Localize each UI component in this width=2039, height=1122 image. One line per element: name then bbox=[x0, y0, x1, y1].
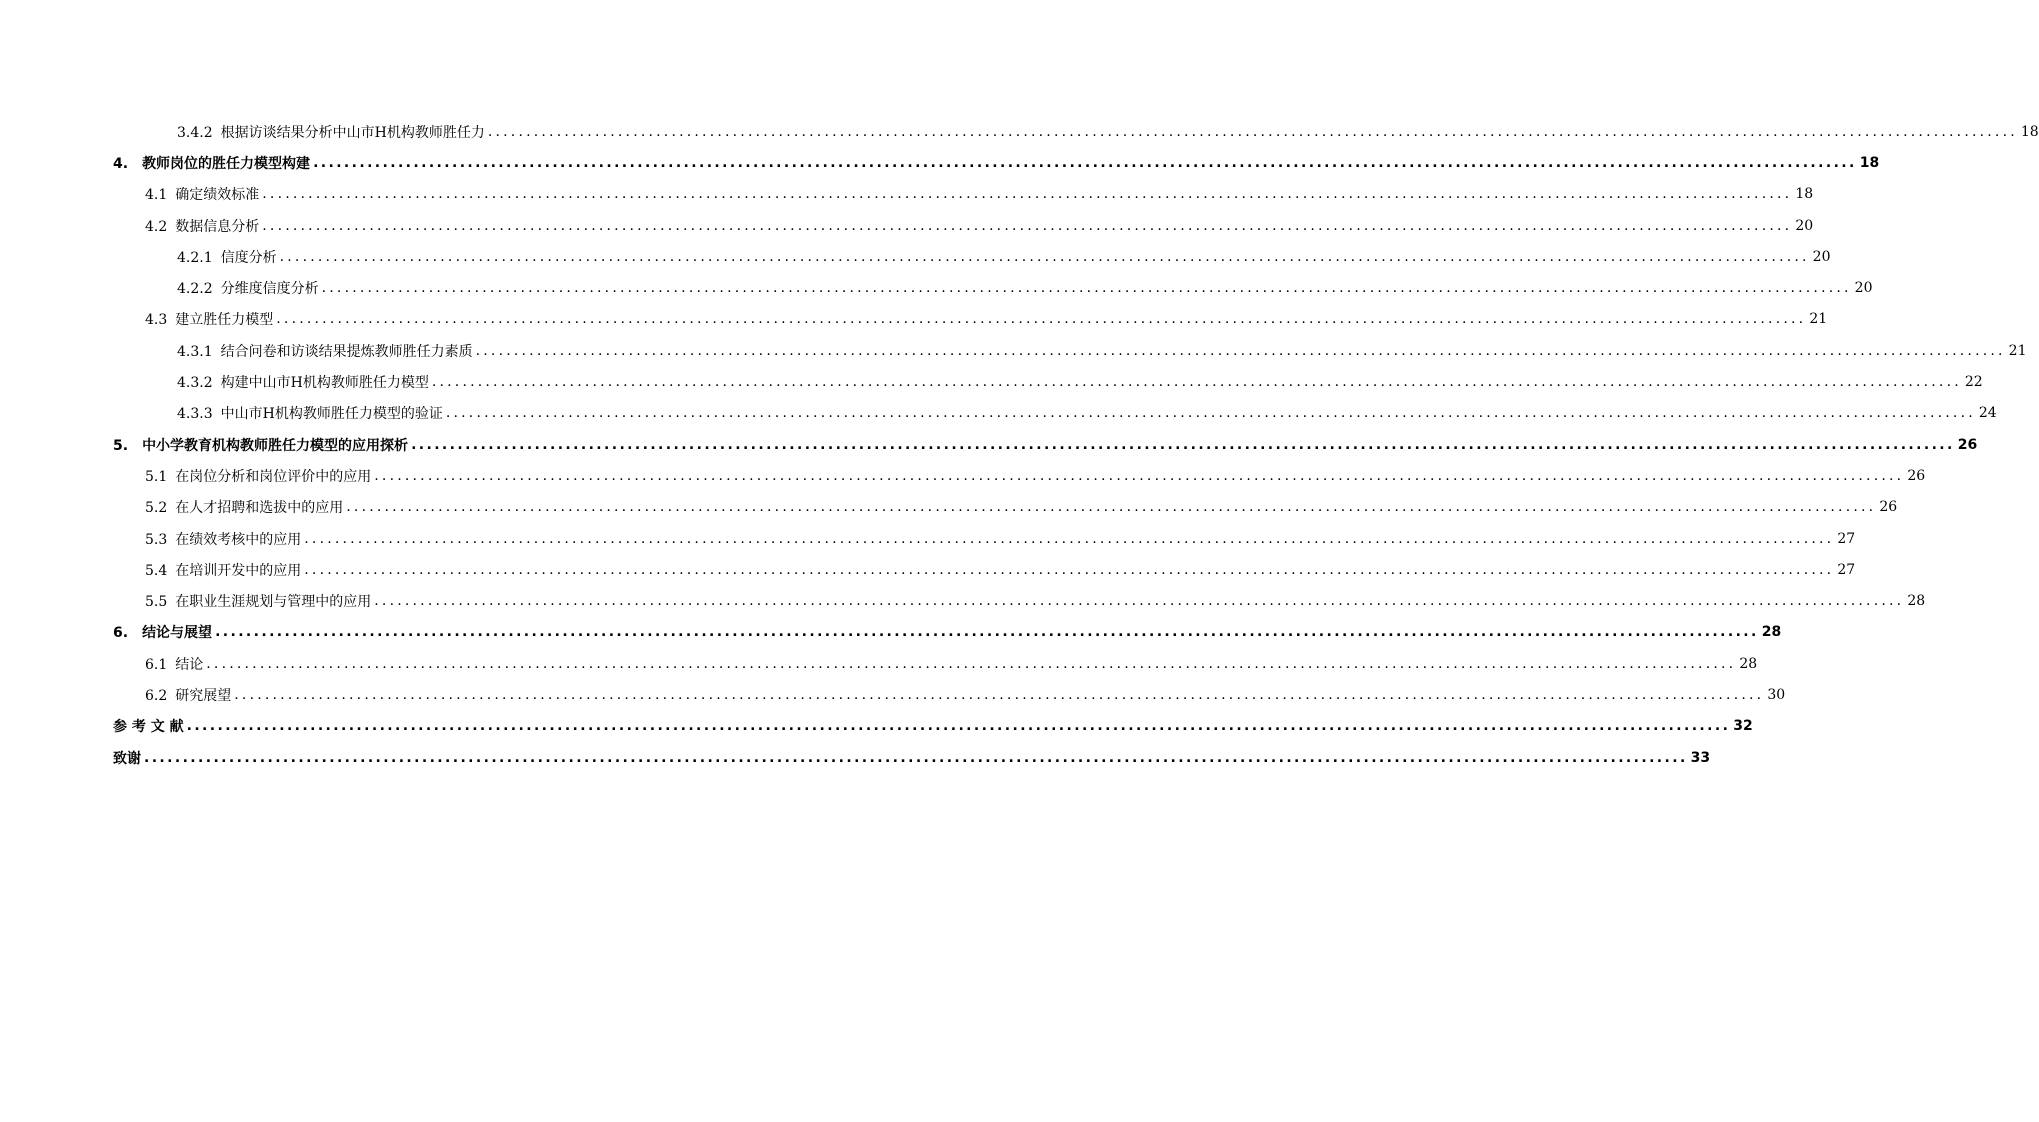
toc-dot-leader: ........................................................................................................................................................................................................ bbox=[374, 593, 1905, 610]
toc-entry-title bbox=[113, 716, 184, 736]
toc-page-number: 26 bbox=[1957, 436, 1978, 453]
toc-entry-number: 5.3 bbox=[145, 531, 168, 548]
toc-entry[interactable] bbox=[0, 272, 1873, 303]
toc-dot-leader: ........................................................................................................................................................................................................ bbox=[374, 467, 1905, 484]
toc-entry[interactable] bbox=[0, 617, 1782, 648]
toc-entry-text: 参 考 文 献 bbox=[113, 719, 184, 736]
toc-page-number: 30 bbox=[1767, 686, 1786, 703]
toc-entry[interactable] bbox=[0, 366, 1983, 397]
toc-dot-leader: ........................................................................................................................................................................................................ bbox=[304, 561, 1835, 578]
toc-entry-number: 5.5 bbox=[145, 594, 168, 611]
toc-page-number: 26 bbox=[1907, 467, 1926, 484]
toc-entry-title bbox=[113, 622, 212, 642]
toc-entry-title bbox=[145, 654, 203, 674]
toc-entry-text: 结论与展望 bbox=[142, 625, 213, 642]
toc-entry-text: 在岗位分析和岗位评价中的应用 bbox=[175, 468, 372, 485]
toc-entry[interactable] bbox=[0, 460, 1926, 491]
toc-dot-leader: ........................................................................................................................................................................................................ bbox=[304, 530, 1835, 547]
toc-entry-number: 5. bbox=[113, 437, 129, 454]
toc-entry-number: 6.1 bbox=[145, 656, 168, 673]
toc-entry-text: 数据信息分析 bbox=[175, 218, 260, 235]
toc-entry-text: 中山市H机构教师胜任力模型的验证 bbox=[220, 406, 443, 423]
toc-entry-number: 5.2 bbox=[145, 500, 168, 517]
toc-entry[interactable] bbox=[0, 711, 1753, 742]
toc-dot-leader: ........................................................................................................................................................................................................ bbox=[279, 248, 1810, 265]
toc-entry-text: 在人才招聘和选拔中的应用 bbox=[175, 500, 344, 517]
toc-entry[interactable] bbox=[0, 179, 1814, 210]
toc-page-number: 26 bbox=[1879, 499, 1898, 516]
toc-entry-number: 5.4 bbox=[145, 562, 168, 579]
toc-entry-title bbox=[113, 748, 141, 768]
toc-entry-number: 4.2 bbox=[145, 218, 168, 235]
toc-entry-text: 建立胜任力模型 bbox=[175, 312, 274, 329]
toc-entry[interactable] bbox=[0, 492, 1898, 523]
toc-page-number: 21 bbox=[2008, 342, 2027, 359]
toc-entry[interactable] bbox=[0, 429, 1978, 460]
toc-entry-text: 根据访谈结果分析中山市H机构教师胜任力 bbox=[220, 124, 485, 141]
toc-entry-text: 研究展望 bbox=[175, 687, 232, 704]
toc-entry[interactable] bbox=[0, 210, 1814, 241]
toc-page-number: 28 bbox=[1761, 624, 1782, 641]
toc-entry-text: 致谢 bbox=[113, 750, 141, 767]
toc-dot-leader: ........................................................................................................................................................................................................ bbox=[313, 154, 1857, 171]
toc-entry-text: 在绩效考核中的应用 bbox=[175, 531, 302, 548]
table-of-contents bbox=[0, 116, 2039, 773]
toc-entry-text: 确定绩效标准 bbox=[175, 187, 260, 204]
toc-entry[interactable] bbox=[0, 679, 1786, 710]
toc-dot-leader: ........................................................................................................................................................................................................ bbox=[411, 436, 1955, 453]
toc-entry-number: 4.2.1 bbox=[177, 249, 213, 266]
toc-entry-text: 在职业生涯规划与管理中的应用 bbox=[175, 594, 372, 611]
toc-page-number: 20 bbox=[1854, 280, 1873, 297]
toc-entry-title bbox=[177, 341, 473, 361]
toc-dot-leader: ........................................................................................................................................................................................................ bbox=[321, 280, 1852, 297]
toc-page-number: 33 bbox=[1690, 749, 1711, 766]
toc-page-number: 21 bbox=[1809, 311, 1828, 328]
toc-entry-number: 4.3.2 bbox=[177, 375, 213, 392]
toc-entry[interactable] bbox=[0, 742, 1711, 773]
toc-dot-leader: ........................................................................................................................................................................................................ bbox=[445, 405, 1976, 422]
toc-page-number: 32 bbox=[1733, 718, 1753, 735]
toc-entry[interactable] bbox=[0, 585, 1926, 616]
toc-page-number: 27 bbox=[1837, 530, 1856, 547]
toc-entry-title bbox=[145, 591, 371, 611]
toc-entry-number: 4.2.2 bbox=[177, 281, 213, 298]
toc-entry-text: 中小学教育机构教师胜任力模型的应用探析 bbox=[142, 437, 409, 454]
toc-entry-title bbox=[145, 497, 343, 517]
toc-entry-number: 4.3 bbox=[145, 312, 168, 329]
toc-entry-title bbox=[113, 153, 310, 173]
toc-entry-number: 5.1 bbox=[145, 468, 168, 485]
toc-entry-text: 结合问卷和访谈结果提炼教师胜任力素质 bbox=[220, 343, 473, 360]
toc-entry-number: 4.1 bbox=[145, 187, 168, 204]
toc-entry-number: 3.4.2 bbox=[177, 124, 213, 141]
toc-dot-leader: ........................................................................................................................................................................................................ bbox=[276, 311, 1807, 328]
toc-entry[interactable] bbox=[0, 304, 1828, 335]
toc-entry-text: 在培训开发中的应用 bbox=[175, 562, 302, 579]
toc-entry-title bbox=[177, 247, 277, 267]
toc-entry-title bbox=[177, 372, 429, 392]
toc-entry[interactable] bbox=[0, 147, 1880, 178]
toc-dot-leader: ........................................................................................................................................................................................................ bbox=[487, 123, 2018, 140]
toc-dot-leader: ........................................................................................................................................................................................................ bbox=[475, 342, 2006, 359]
toc-entry[interactable] bbox=[0, 648, 1758, 679]
toc-entry-text: 分维度信度分析 bbox=[220, 281, 319, 298]
toc-dot-leader: ........................................................................................................................................................................................................ bbox=[262, 186, 1793, 203]
toc-entry-title bbox=[177, 278, 319, 298]
toc-dot-leader: ........................................................................................................................................................................................................ bbox=[234, 686, 1765, 703]
toc-entry-title bbox=[145, 560, 301, 580]
toc-dot-leader: ........................................................................................................................................................................................................ bbox=[206, 655, 1737, 672]
toc-entry-number: 4.3.3 bbox=[177, 406, 213, 423]
toc-entry[interactable] bbox=[0, 523, 1856, 554]
toc-entry[interactable] bbox=[0, 398, 1997, 429]
toc-dot-leader: ........................................................................................................................................................................................................ bbox=[215, 624, 1759, 641]
toc-entry-title bbox=[177, 403, 443, 423]
toc-page-number: 18 bbox=[1795, 186, 1814, 203]
toc-dot-leader: ........................................................................................................................................................................................................ bbox=[186, 718, 1731, 735]
toc-page-number: 20 bbox=[1812, 248, 1831, 265]
toc-entry-text: 教师岗位的胜任力模型构建 bbox=[142, 155, 311, 172]
toc-dot-leader: ........................................................................................................................................................................................................ bbox=[144, 749, 1688, 766]
toc-dot-leader: ........................................................................................................................................................................................................ bbox=[431, 374, 1962, 391]
toc-entry-text: 结论 bbox=[175, 656, 204, 673]
toc-entry-title bbox=[145, 466, 371, 486]
toc-page-number: 28 bbox=[1739, 655, 1758, 672]
toc-entry-title bbox=[113, 435, 408, 455]
toc-entry-number: 4. bbox=[113, 155, 129, 172]
toc-page-number: 18 bbox=[2020, 123, 2039, 140]
toc-page-number: 18 bbox=[1859, 154, 1880, 171]
toc-entry-title bbox=[177, 122, 485, 142]
toc-entry[interactable] bbox=[0, 241, 1831, 272]
toc-page-number: 24 bbox=[1978, 405, 1997, 422]
toc-page-number: 28 bbox=[1907, 593, 1926, 610]
toc-entry-title bbox=[145, 685, 231, 705]
toc-page-number: 20 bbox=[1795, 217, 1814, 234]
toc-entry-title bbox=[145, 309, 273, 329]
toc-entry-title bbox=[145, 184, 259, 204]
toc-entry-title bbox=[145, 529, 301, 549]
toc-entry-number: 6.2 bbox=[145, 687, 168, 704]
toc-entry-title bbox=[145, 216, 259, 236]
toc-entry-text: 构建中山市H机构教师胜任力模型 bbox=[220, 375, 429, 392]
toc-entry[interactable] bbox=[0, 554, 1856, 585]
toc-entry[interactable] bbox=[0, 335, 2027, 366]
toc-dot-leader: ........................................................................................................................................................................................................ bbox=[346, 499, 1877, 516]
toc-dot-leader: ........................................................................................................................................................................................................ bbox=[262, 217, 1793, 234]
toc-entry-text: 信度分析 bbox=[220, 249, 277, 266]
toc-page-number: 22 bbox=[1964, 374, 1983, 391]
toc-entry[interactable] bbox=[0, 116, 2039, 147]
toc-entry-number: 6. bbox=[113, 625, 129, 642]
toc-page-number: 27 bbox=[1837, 561, 1856, 578]
toc-entry-number: 4.3.1 bbox=[177, 343, 213, 360]
